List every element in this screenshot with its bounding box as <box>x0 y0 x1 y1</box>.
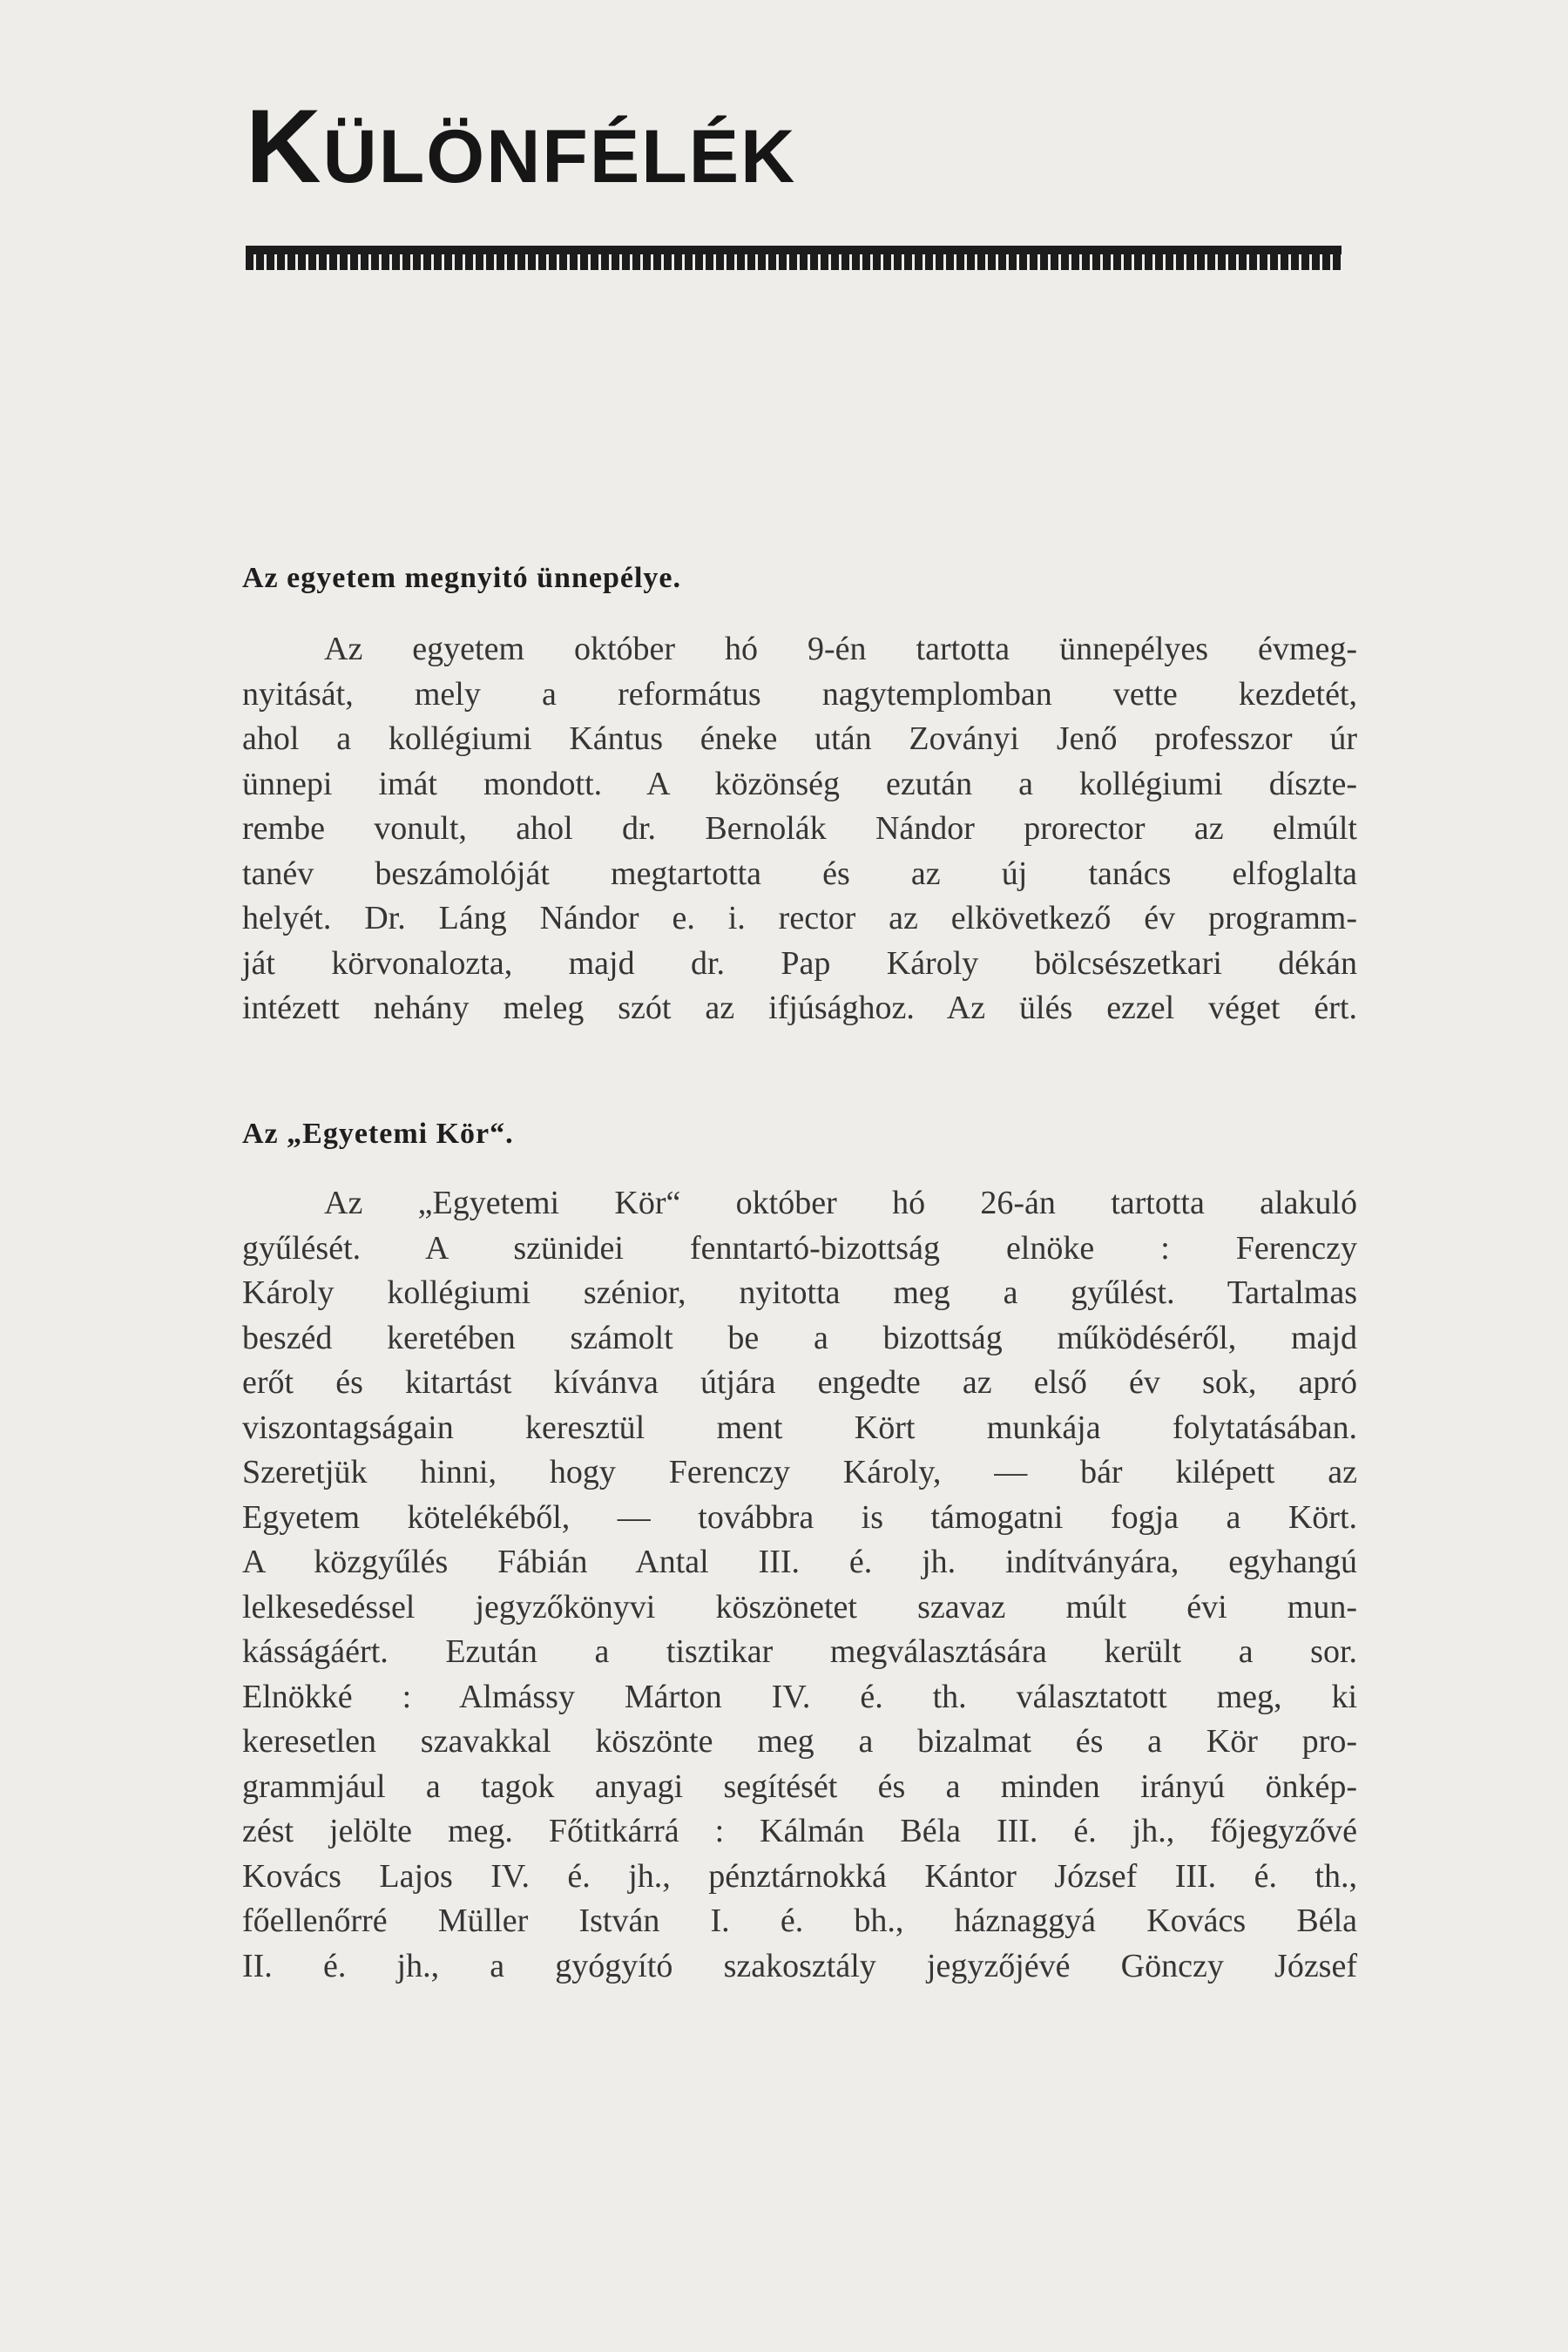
text-line: grammjául a tagok anyagi segítését és a minden irányú önkép- <box>242 1767 1357 1805</box>
text-line: intézett nehány meleg szót az ifjúsághoz. Az ülés ezzel véget ért. <box>242 990 1357 1026</box>
text-line: Szeretjük hinni, hogy Ferenczy Károly, — bár kilépett az <box>242 1454 1357 1490</box>
text-line: Egyetem kötelékéből, — továbbra is támogatni fogja a Kört. <box>242 1498 1357 1536</box>
text-line: gyűlését. A szünidei fenntartó-bizottság elnöke : Ferenczy <box>242 1229 1357 1267</box>
text-line: Károly kollégiumi szénior, nyitotta meg a gyűlést. Tartalmas <box>242 1274 1357 1311</box>
section-heading-opening: Az egyetem megnyitó ünnepélye. <box>242 562 682 594</box>
text-line: beszéd keretében számolt be a bizottság működéséről, majd <box>242 1319 1357 1356</box>
text-line: lelkesedéssel jegyzőkönyvi köszönetet szavaz múlt évi mun- <box>242 1588 1357 1625</box>
text-line: erőt és kitartást kívánva útjára engedte az első év sok, apró <box>242 1364 1357 1401</box>
text-line: tanév beszámolóját megtartotta és az új tanács elfoglalta <box>242 855 1357 892</box>
text-line: kásságáért. Ezután a tisztikar megválasztására került a sor. <box>242 1633 1357 1670</box>
text-line: Az egyetem október hó 9-én tartotta ünnepélyes évmeg- <box>324 631 1357 667</box>
text-line: Az „Egyetemi Kör“ október hó 26-án tartotta alakuló <box>324 1185 1357 1221</box>
title-ornamental-rule <box>246 246 1342 270</box>
text-line: A közgyűlés Fábián Antal III. é. jh. indítványára, egyhangú <box>242 1544 1357 1580</box>
title-initial: K <box>246 88 323 205</box>
title-rest: ÜLÖNFÉLÉK <box>322 115 797 199</box>
section-heading-egyetemi-kor: Az „Egyetemi Kör“. <box>242 1118 514 1150</box>
text-line: Kovács Lajos IV. é. jh., pénztárnokká Kántor József III. é. th., <box>242 1857 1357 1895</box>
section-body-egyetemi-kor <box>242 1181 1357 1989</box>
text-line: helyét. Dr. Láng Nándor e. i. rector az elkövetkező év programm- <box>242 900 1357 936</box>
text-line: ünnepi imát mondott. A közönség ezután a kollégiumi díszte- <box>242 765 1357 802</box>
text-line: zést jelölte meg. Főtitkárrá : Kálmán Béla III. é. jh., főjegyzővé <box>242 1813 1357 1849</box>
text-line: viszontagságain keresztül ment Kört munkája folytatásában. <box>242 1409 1357 1446</box>
text-line: ahol a kollégiumi Kántus éneke után Zoványi Jenő professzor úr <box>242 720 1357 757</box>
section-body-opening <box>242 627 1357 1031</box>
text-line: ját körvonalozta, majd dr. Pap Károly bölcsészetkari dékán <box>242 944 1357 982</box>
text-line: keresetlen szavakkal köszönte meg a bizalmat és a Kör pro- <box>242 1723 1357 1760</box>
text-line: rembe vonult, ahol dr. Bernolák Nándor prorector az elmúlt <box>242 810 1357 847</box>
text-line: főellenőrré Müller István I. é. bh., háznaggyá Kovács Béla <box>242 1903 1357 1939</box>
text-line: Elnökké : Almássy Márton IV. é. th. választatott meg, ki <box>242 1678 1357 1715</box>
text-line: nyitását, mely a református nagytemplomban vette kezdetét, <box>242 675 1357 713</box>
text-line: II. é. jh., a gyógyító szakosztály jegyzőjévé Gönczy József <box>242 1947 1357 1984</box>
page-title <box>246 88 797 205</box>
